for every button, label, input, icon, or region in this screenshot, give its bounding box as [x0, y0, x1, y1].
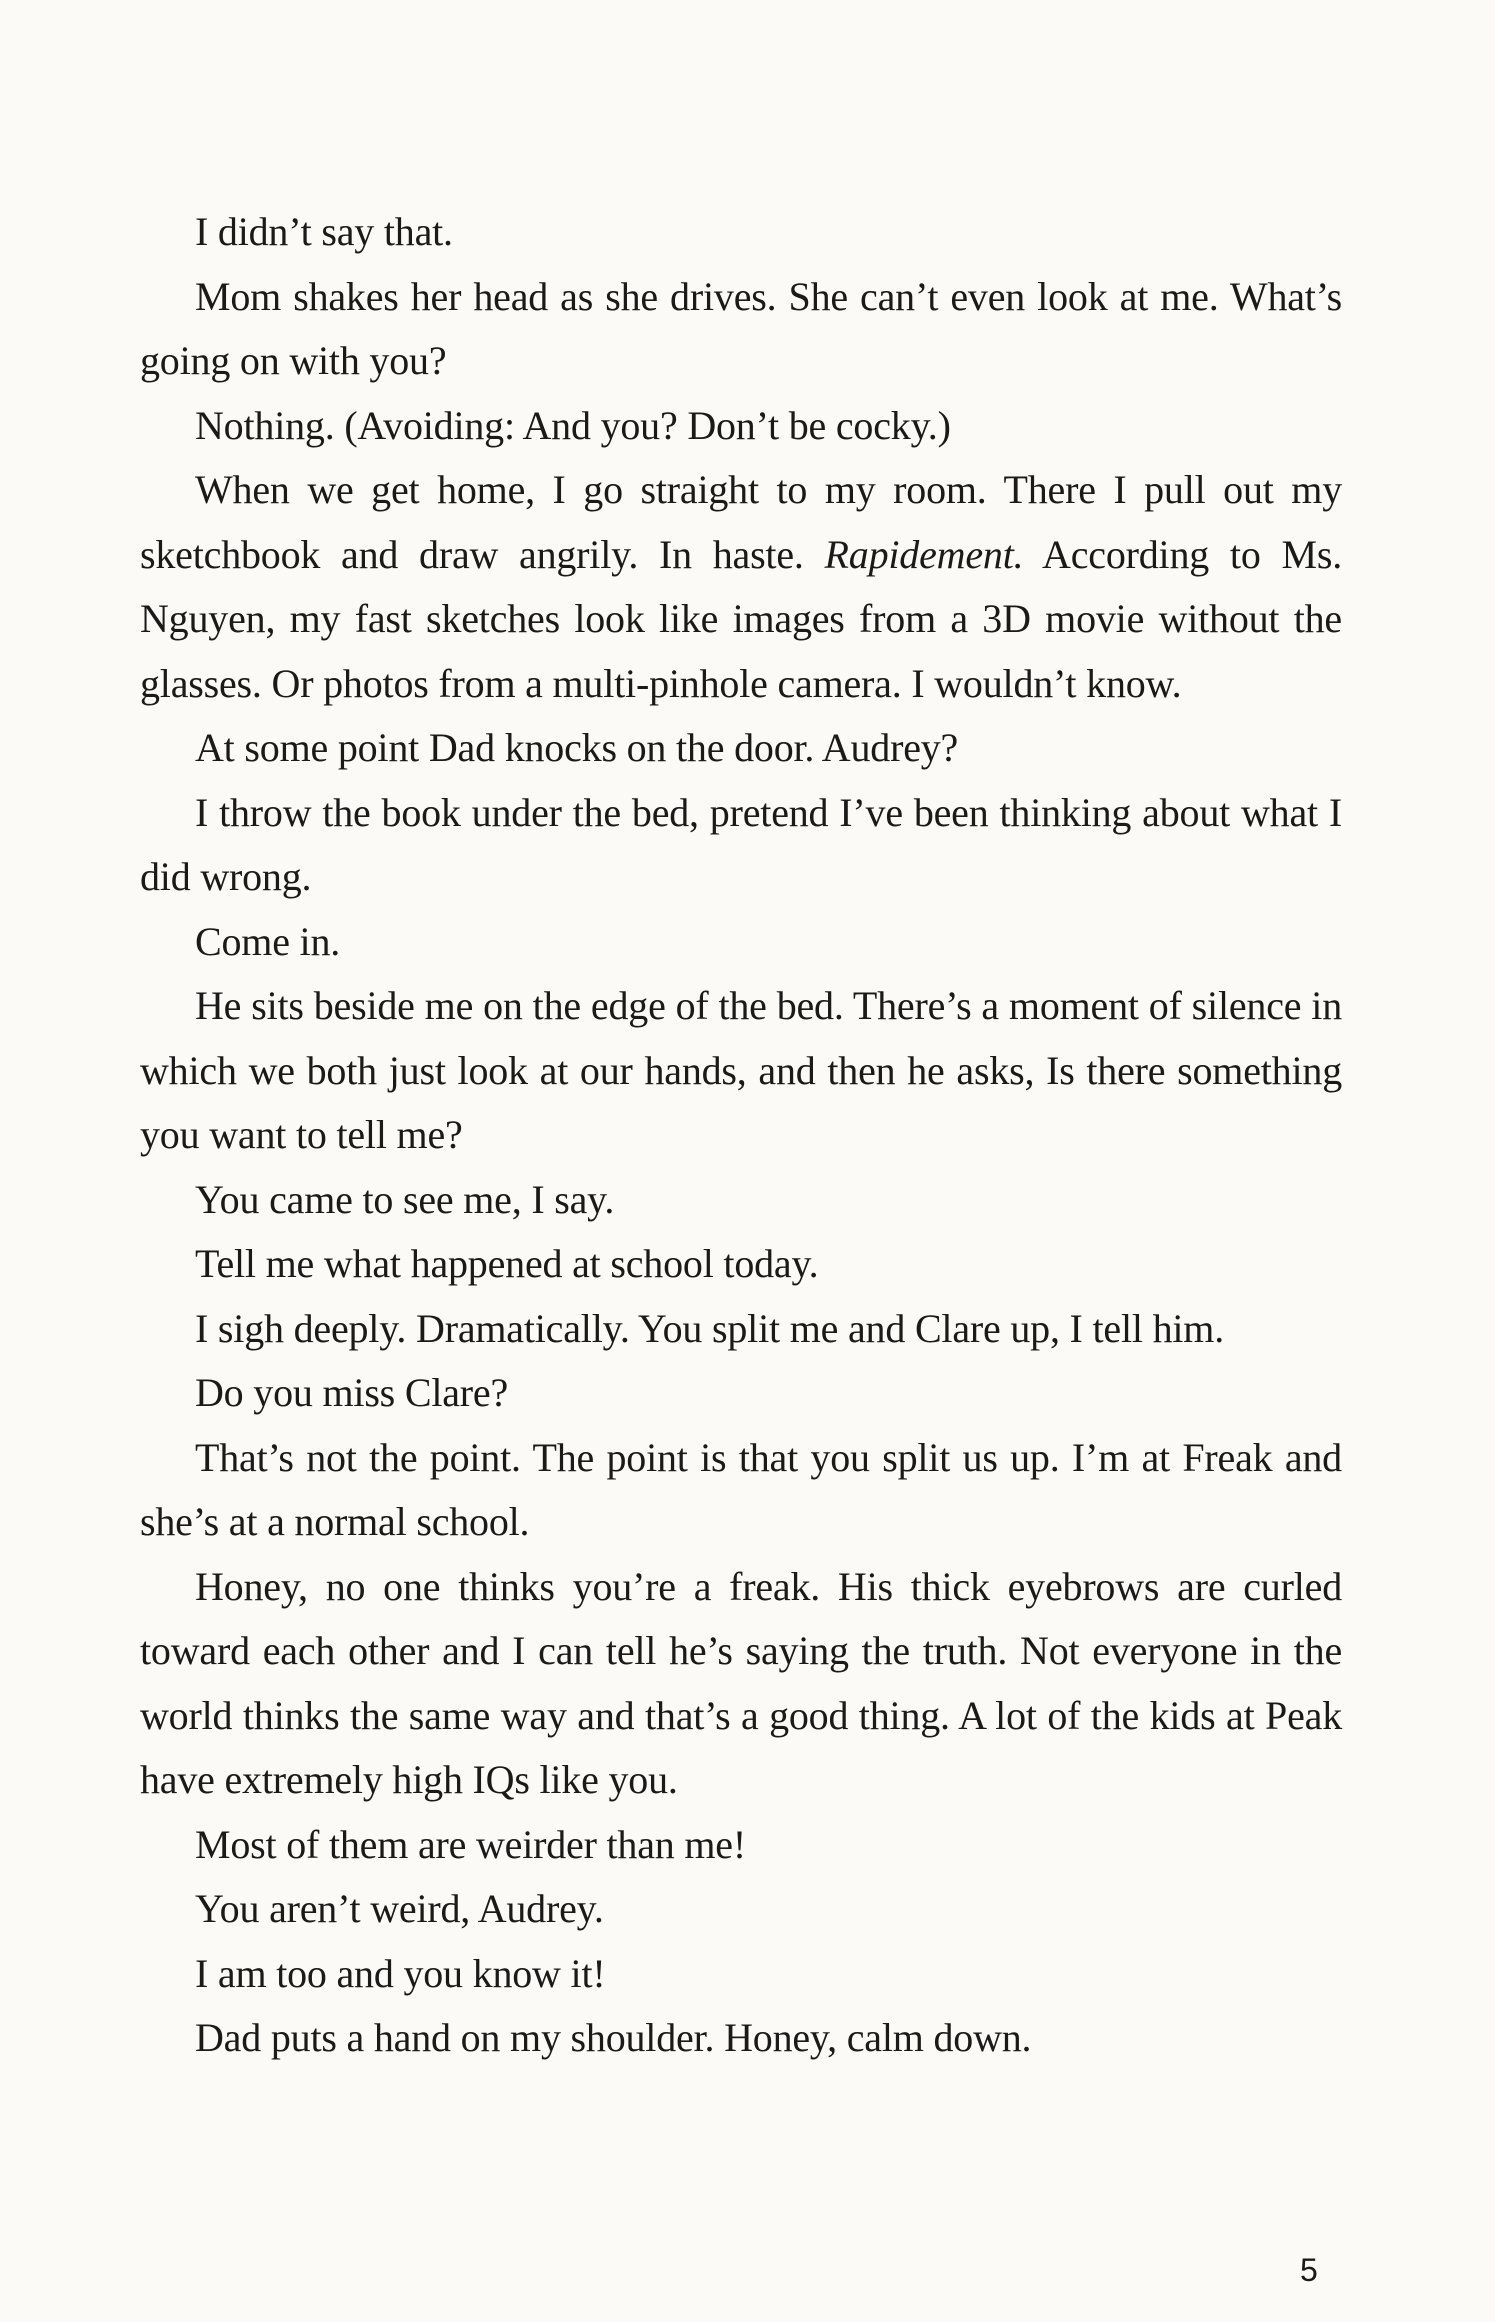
paragraph-8: He sits beside me on the edge of the bed. There’s a moment of silence in which we both just look at our hands, and then he asks, Is there something you want to tell me?	[140, 983, 1342, 1157]
paragraph-4-part-2: According to Ms. Nguyen, my fast sketches look like images from a 3D movie without the glasses. Or photos from a multi-pinhole camera. I wouldn’t know.	[140, 531, 1342, 706]
paragraph-10: Tell me what happened at school today.	[195, 1241, 819, 1286]
paragraph-4-part-1: When we get home, I go straight to my room. There I pull out my sketchbook and draw angrily. In haste.	[140, 467, 1342, 577]
italic-word: Rapidement.	[824, 531, 1024, 577]
paragraph-9: You came to see me, I say.	[195, 1176, 615, 1222]
paragraph-5: At some point Dad knocks on the door. Audrey?	[195, 725, 959, 770]
paragraph-15: Most of them are weirder than me!	[195, 1821, 746, 1867]
paragraph-7: Come in.	[195, 918, 341, 964]
paragraph-1: I didn’t say that.	[195, 209, 453, 254]
paragraph-11: I sigh deeply. Dramatically. You split me and Clare up, I tell him.	[195, 1305, 1225, 1351]
paragraph-2: Mom shakes her head as she drives. She can’t even look at me. What’s going on with you?	[140, 273, 1342, 383]
page-number: 5	[1300, 2252, 1318, 2288]
paragraph-3: Nothing. (Avoiding: And you? Don’t be cocky.)	[195, 402, 951, 448]
paragraph-6: I throw the book under the bed, pretend I’ve been thinking about what I did wrong.	[140, 789, 1342, 899]
paragraph-4	[140, 458, 1342, 716]
paragraph-12: Do you miss Clare?	[195, 1370, 509, 1415]
paragraph-17: I am too and you know it!	[195, 1950, 606, 1996]
body-text	[140, 200, 1342, 2071]
paragraph-13: That’s not the point. The point is that you split us up. I’m at Freak and she’s at a normal school.	[140, 1434, 1342, 1544]
paragraph-16: You aren’t weird, Audrey.	[195, 1886, 604, 1931]
paragraph-14: Honey, no one thinks you’re a freak. His thick eyebrows are curled toward each other and I can tell he’s saying the truth. Not everyone in the world thinks the same way and that’s a good thing. A lot of the kids at Peak have extremely high IQs like you.	[140, 1563, 1342, 1802]
paragraph-18: Dad puts a hand on my shoulder. Honey, calm down.	[195, 2015, 1032, 2060]
